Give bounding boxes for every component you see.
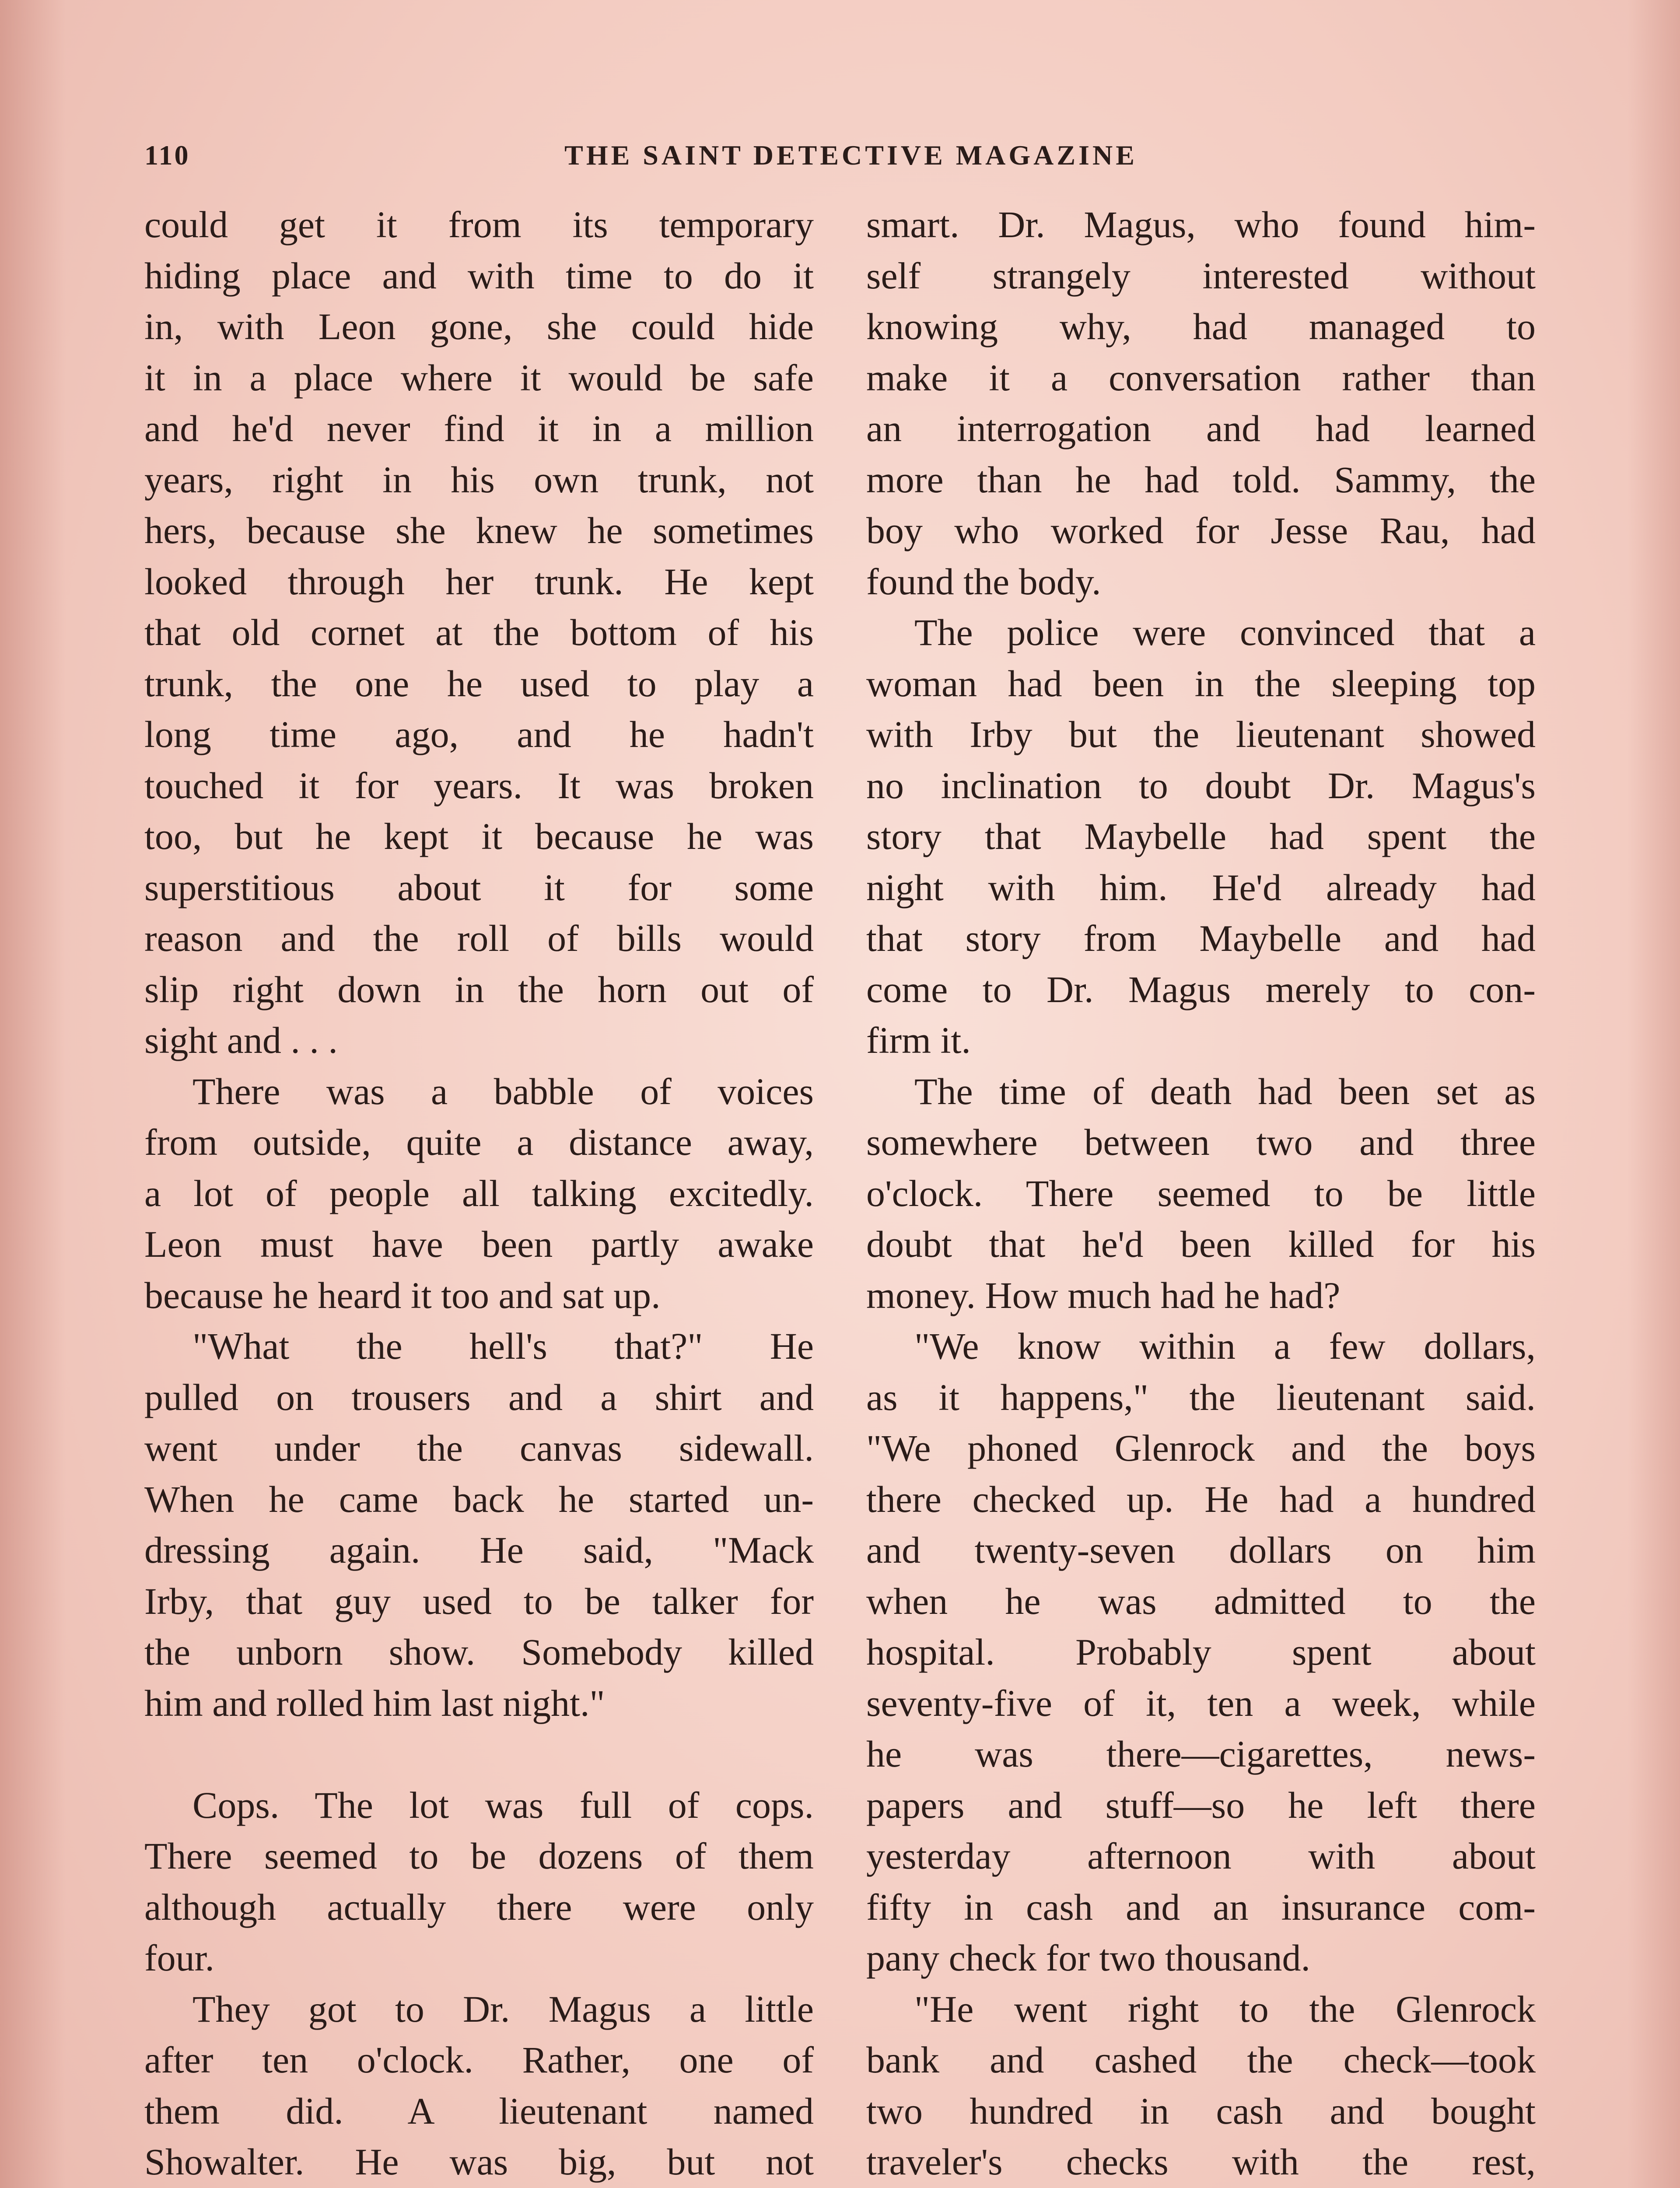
text-line: as it happens," the lieutenant said. (866, 1376, 1536, 1418)
text-line: touched it for years. It was broken (144, 764, 814, 806)
text-line: reason and the roll of bills would (144, 917, 814, 959)
text-line: with Irby but the lieutenant showed (866, 713, 1536, 755)
section-break (144, 1729, 814, 1780)
paragraph (144, 1321, 814, 1729)
text-line: doubt that he'd been killed for his (866, 1223, 1536, 1265)
page-number: 110 (144, 140, 190, 171)
text-line: There seemed to be dozens of them (144, 1835, 814, 1877)
text-line: a lot of people all talking excitedly. (144, 1172, 814, 1214)
text-column-right (866, 199, 1536, 2188)
text-column-left (144, 199, 814, 2188)
paragraph (866, 607, 1536, 1066)
text-line: Showalter. He was big, but not (144, 2141, 814, 2183)
text-line: The time of death had been set as (914, 1070, 1536, 1112)
text-line: Leon must have been partly awake (144, 1223, 814, 1265)
text-line: too, but he kept it because he was (144, 815, 814, 857)
text-line: found the body. (866, 560, 1101, 603)
paragraph (144, 1066, 814, 1321)
text-line: They got to Dr. Magus a little (192, 1988, 814, 2030)
text-line: seventy-five of it, ten a week, while (866, 1682, 1536, 1724)
text-line: went under the canvas sidewall. (144, 1427, 814, 1469)
text-line: and he'd never find it in a million (144, 407, 814, 449)
text-line: traveler's checks with the rest, (866, 2141, 1536, 2183)
paragraph (144, 199, 814, 1066)
text-line: somewhere between two and three (866, 1121, 1536, 1163)
text-line: bank and cashed the check—took (866, 2039, 1536, 2081)
page-header (144, 131, 1558, 179)
paragraph (866, 199, 1536, 607)
text-line: when he was admitted to the (866, 1580, 1536, 1622)
text-line: in, with Leon gone, she could hide (144, 305, 814, 347)
text-line: story that Maybelle had spent the (866, 815, 1536, 857)
text-line: When he came back he started un- (144, 1478, 814, 1520)
text-line: because he heard it too and sat up. (144, 1274, 661, 1316)
text-line: and twenty-seven dollars on him (866, 1529, 1536, 1571)
text-line: woman had been in the sleeping top (866, 662, 1536, 705)
text-line: although actually there were only (144, 1886, 814, 1928)
paragraph (144, 1780, 814, 1984)
text-line: o'clock. There seemed to be little (866, 1172, 1536, 1214)
paragraph (866, 1321, 1536, 1984)
text-line: it in a place where it would be safe (144, 356, 814, 399)
paragraph (866, 1066, 1536, 1321)
text-line: him and rolled him last night." (144, 1682, 605, 1724)
text-line: pulled on trousers and a shirt and (144, 1376, 814, 1418)
text-line: long time ago, and he hadn't (144, 713, 814, 755)
text-line: pany check for two thousand. (866, 1937, 1310, 1979)
text-line: after ten o'clock. Rather, one of (144, 2039, 814, 2081)
text-line: yesterday afternoon with about (866, 1835, 1536, 1877)
text-line: "He went right to the Glenrock (914, 1988, 1536, 2030)
text-line: papers and stuff—so he left there (866, 1784, 1536, 1826)
text-line: slip right down in the horn out of (144, 968, 814, 1010)
text-line: hers, because she knew he sometimes (144, 509, 814, 551)
text-line: firm it. (866, 1019, 971, 1061)
text-line: no inclination to doubt Dr. Magus's (866, 764, 1536, 806)
text-line: self strangely interested without (866, 254, 1536, 297)
text-line: that story from Maybelle and had (866, 917, 1536, 959)
text-line: smart. Dr. Magus, who found him- (866, 203, 1536, 245)
text-line: dressing again. He said, "Mack (144, 1529, 814, 1571)
text-line: hiding place and with time to do it (144, 254, 814, 297)
paragraph (866, 1984, 1536, 2188)
text-line: boy who worked for Jesse Rau, had (866, 509, 1536, 551)
text-line: "We know within a few dollars, (914, 1325, 1536, 1367)
text-line: knowing why, had managed to (866, 305, 1536, 347)
text-line: fifty in cash and an insurance com- (866, 1886, 1536, 1928)
text-line: them did. A lieutenant named (144, 2090, 814, 2132)
text-line: years, right in his own trunk, not (144, 458, 814, 501)
running-head: THE SAINT DETECTIVE MAGAZINE (564, 140, 1138, 171)
text-line: Irby, that guy used to be talker for (144, 1580, 814, 1622)
text-line: There was a babble of voices (192, 1070, 814, 1112)
text-line: more than he had told. Sammy, the (866, 458, 1536, 501)
text-line: two hundred in cash and bought (866, 2090, 1536, 2132)
text-line: could get it from its temporary (144, 203, 814, 245)
text-line: there checked up. He had a hundred (866, 1478, 1536, 1520)
text-line: night with him. He'd already had (866, 866, 1536, 908)
text-line: hospital. Probably spent about (866, 1631, 1536, 1673)
paragraph (144, 1984, 814, 2188)
text-line: four. (144, 1937, 215, 1979)
text-line: he was there—cigarettes, news- (866, 1733, 1536, 1775)
text-line: come to Dr. Magus merely to con- (866, 968, 1536, 1010)
text-line: make it a conversation rather than (866, 356, 1536, 399)
text-line: the unborn show. Somebody killed (144, 1631, 814, 1673)
text-line: The police were convinced that a (914, 611, 1536, 653)
text-line: "We phoned Glenrock and the boys (866, 1427, 1536, 1469)
text-line: superstitious about it for some (144, 866, 814, 908)
text-line: trunk, the one he used to play a (144, 662, 814, 705)
text-line: Cops. The lot was full of cops. (192, 1784, 814, 1826)
text-line: money. How much had he had? (866, 1274, 1340, 1316)
text-line: that old cornet at the bottom of his (144, 611, 814, 653)
text-line: sight and . . . (144, 1019, 338, 1061)
text-line: from outside, quite a distance away, (144, 1121, 814, 1163)
text-line: "What the hell's that?" He (192, 1325, 814, 1367)
text-line: an interrogation and had learned (866, 407, 1536, 449)
text-line: looked through her trunk. He kept (144, 560, 814, 603)
